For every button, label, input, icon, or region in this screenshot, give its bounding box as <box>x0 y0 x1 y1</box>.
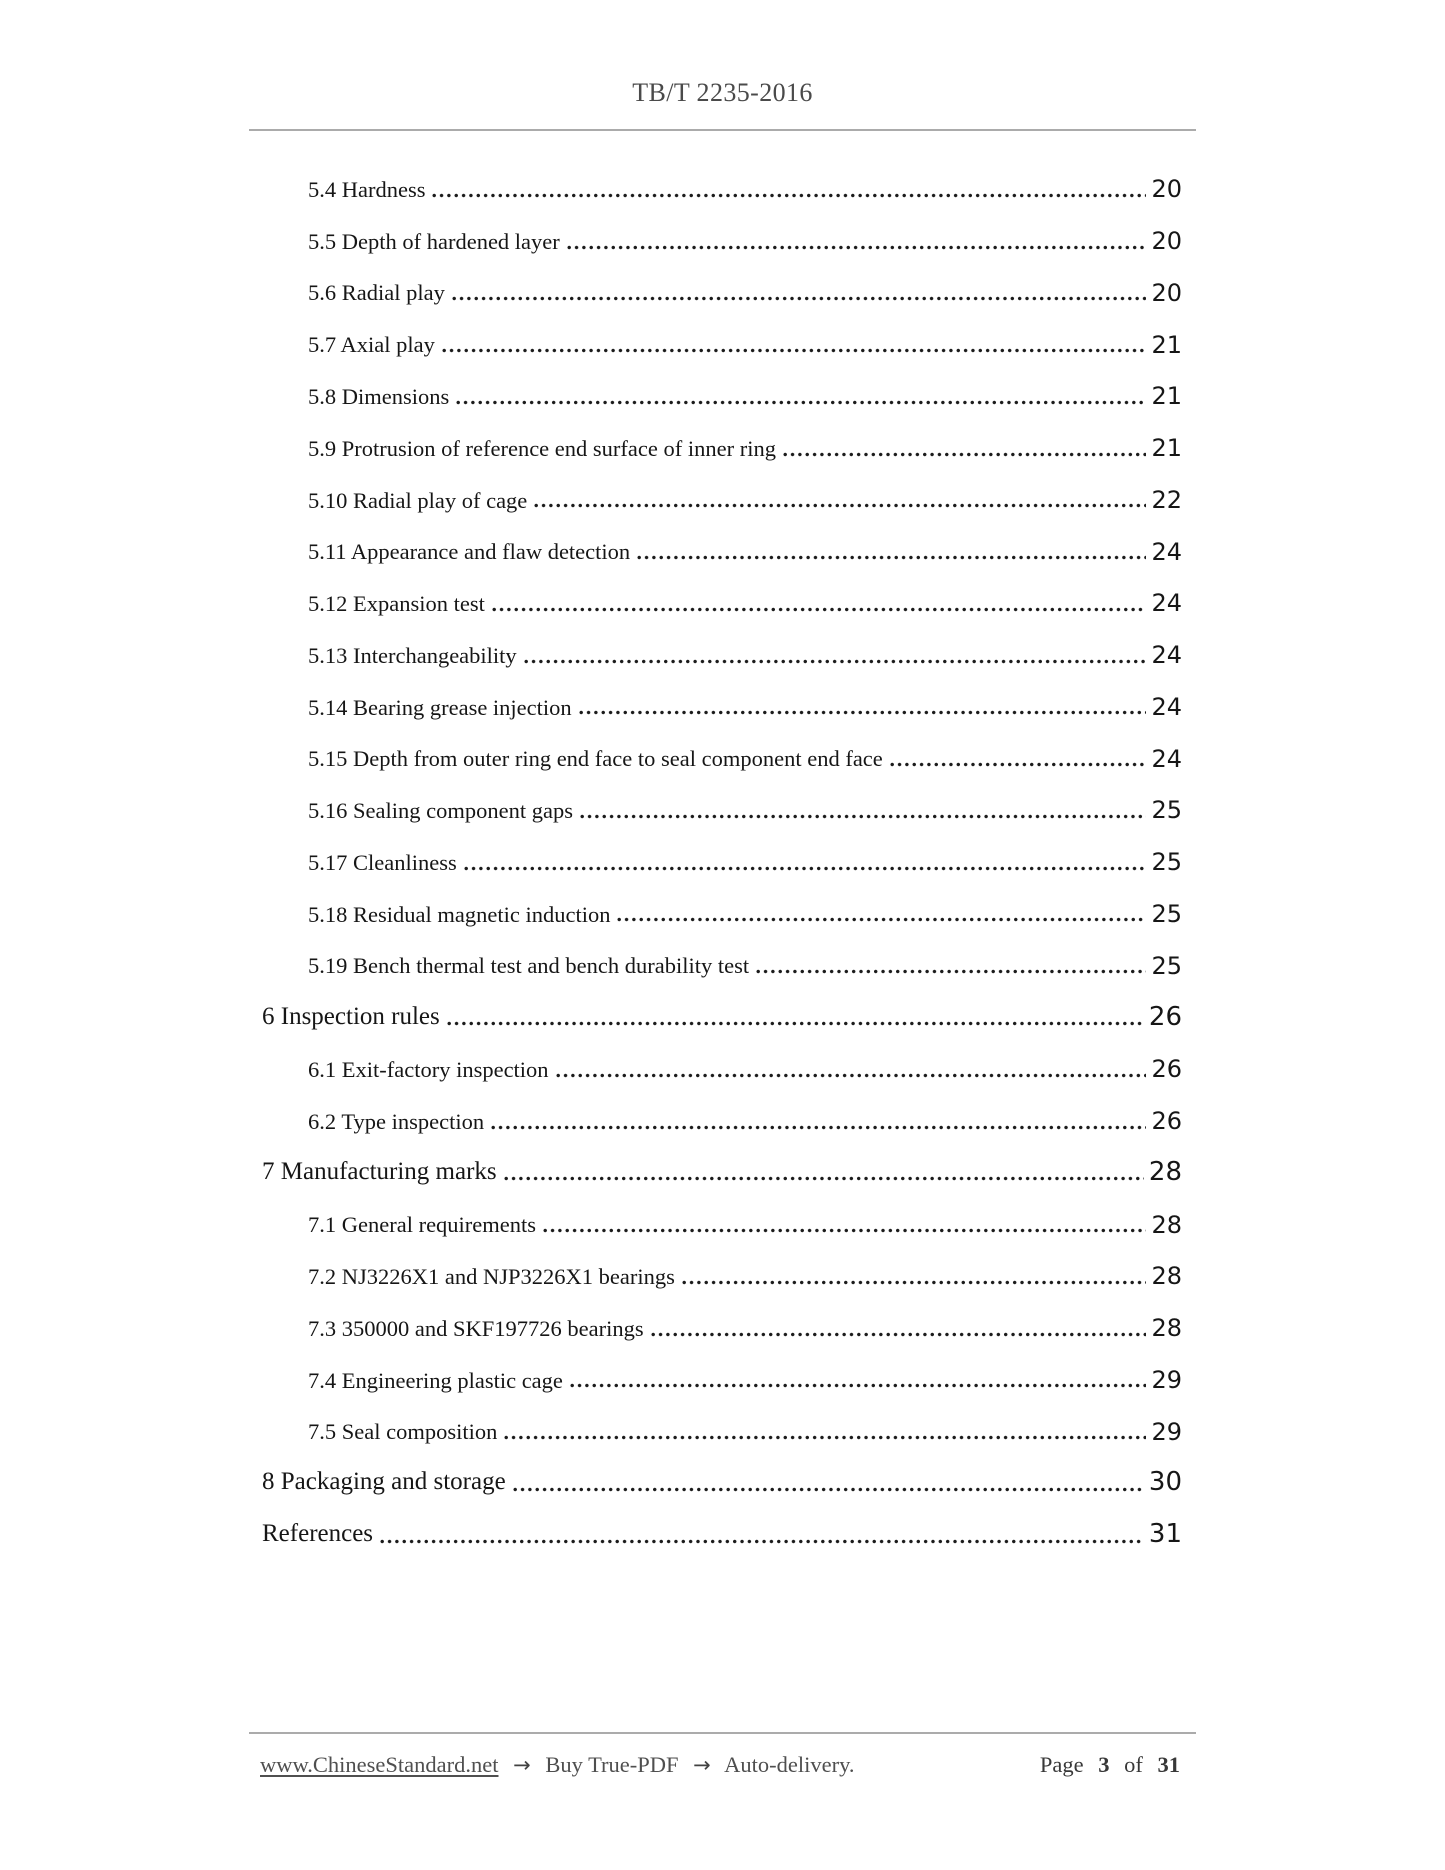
toc-row <box>249 719 1196 771</box>
toc-entry-page: 25 <box>1151 900 1182 929</box>
toc-entry-label: 5.13 Interchangeability <box>308 642 517 668</box>
toc-entry-label: 6 Inspection rules <box>262 1002 440 1030</box>
toc-entry-label: 7.4 Engineering plastic cage <box>308 1367 563 1393</box>
toc-row <box>249 926 1196 978</box>
toc-entry-page: 25 <box>1151 796 1182 825</box>
toc-entry-page: 28 <box>1148 1156 1182 1187</box>
toc-entry-page: 20 <box>1151 278 1182 307</box>
toc-leader-dots <box>890 761 1147 768</box>
toc-entry-label: 5.6 Radial play <box>308 280 445 306</box>
toc-entry-label: 5.7 Axial play <box>308 332 435 358</box>
toc-entry-page: 26 <box>1151 1107 1182 1136</box>
toc-entry-label: 5.14 Bearing grease injection <box>308 694 572 720</box>
toc-leader-dots <box>580 813 1146 820</box>
toc-entry-page: 24 <box>1151 589 1182 618</box>
toc-leader-dots <box>492 606 1147 613</box>
toc-leader-dots <box>456 399 1146 406</box>
toc-leader-dots <box>579 709 1147 716</box>
toc-leader-dots <box>442 347 1147 354</box>
toc-leader-dots <box>504 1434 1146 1441</box>
toc-entry-label: 5.8 Dimensions <box>308 383 450 409</box>
toc-leader-dots <box>513 1486 1144 1493</box>
toc-entry-label: 7.3 350000 and SKF197726 bearings <box>308 1315 644 1341</box>
footer-left <box>260 1750 1040 1780</box>
toc-leader-dots <box>452 295 1147 302</box>
toc-entry-page: 21 <box>1151 434 1182 463</box>
toc-entry-label: 6.1 Exit-factory inspection <box>308 1056 549 1082</box>
toc-leader-dots <box>447 1020 1144 1027</box>
toc-entry-page: 20 <box>1151 175 1182 204</box>
of-word: of <box>1124 1752 1143 1777</box>
toc-entry-page: 30 <box>1148 1467 1182 1498</box>
toc-row <box>249 978 1196 1030</box>
toc-entry-label: 5.4 Hardness <box>308 176 426 202</box>
toc-row <box>249 668 1196 720</box>
toc-leader-dots <box>534 502 1146 509</box>
toc-leader-dots <box>783 451 1147 458</box>
toc-entry-label: 8 Packaging and storage <box>262 1468 506 1496</box>
toc-leader-dots <box>756 968 1146 975</box>
footer-delivery-text: Auto-delivery. <box>724 1752 855 1777</box>
toc-entry-page: 28 <box>1151 1210 1182 1239</box>
toc-leader-dots <box>682 1279 1147 1286</box>
toc-entry-page: 26 <box>1151 1055 1182 1084</box>
toc-entry-page: 24 <box>1151 537 1182 566</box>
toc-entry-label: 7 Manufacturing marks <box>262 1157 497 1185</box>
toc-entry-label: 5.16 Sealing component gaps <box>308 798 573 824</box>
toc-leader-dots <box>524 658 1147 665</box>
toc-row <box>249 1444 1196 1496</box>
toc-entry-page: 26 <box>1148 1001 1182 1032</box>
toc-entry-page: 21 <box>1151 330 1182 359</box>
toc-entry-page: 31 <box>1148 1519 1182 1550</box>
toc-leader-dots <box>543 1227 1146 1234</box>
footer-divider <box>249 1732 1196 1734</box>
arrow-right-icon: → <box>513 1753 531 1777</box>
toc-row <box>249 1496 1196 1548</box>
toc-entry-page: 24 <box>1151 641 1182 670</box>
toc-row <box>249 771 1196 823</box>
toc-row <box>249 1134 1196 1186</box>
page-indicator <box>1040 1750 1180 1780</box>
toc-leader-dots <box>504 1175 1144 1182</box>
toc-entry-label: 6.2 Type inspection <box>308 1108 485 1134</box>
toc-row <box>249 616 1196 668</box>
toc-entry-page: 22 <box>1151 485 1182 514</box>
table-of-contents <box>249 150 1196 1548</box>
toc-row <box>249 823 1196 875</box>
toc-leader-dots <box>651 1331 1147 1338</box>
toc-row <box>249 1392 1196 1444</box>
toc-row <box>249 1237 1196 1289</box>
toc-row <box>249 461 1196 513</box>
toc-row <box>249 202 1196 254</box>
toc-leader-dots <box>464 865 1147 872</box>
toc-leader-dots <box>567 244 1147 251</box>
toc-entry-page: 25 <box>1151 848 1182 877</box>
toc-entry-label: 5.9 Protrusion of reference end surface of inner ring <box>308 435 776 461</box>
toc-entry-page: 28 <box>1151 1262 1182 1291</box>
page-title: TB/T 2235-2016 <box>632 78 813 107</box>
footer-buy-text: Buy True-PDF <box>545 1752 679 1777</box>
toc-row <box>249 1185 1196 1237</box>
toc-row <box>249 357 1196 409</box>
toc-entry-label: 5.10 Radial play of cage <box>308 487 528 513</box>
toc-entry-label: 5.15 Depth from outer ring end face to seal component end face <box>308 746 883 772</box>
toc-entry-page: 20 <box>1151 227 1182 256</box>
toc-entry-label: 5.19 Bench thermal test and bench durability test <box>308 953 750 979</box>
toc-leader-dots <box>380 1538 1144 1545</box>
toc-entry-page: 28 <box>1151 1314 1182 1343</box>
toc-entry-page: 24 <box>1151 744 1182 773</box>
toc-leader-dots <box>432 192 1146 199</box>
website-link[interactable]: www.ChineseStandard.net <box>260 1752 499 1777</box>
toc-row <box>249 875 1196 927</box>
toc-row <box>249 1082 1196 1134</box>
toc-entry-page: 29 <box>1151 1365 1182 1394</box>
toc-row <box>249 564 1196 616</box>
toc-entry-label: References <box>262 1520 374 1548</box>
header-divider <box>249 129 1196 131</box>
footer <box>249 1750 1196 1780</box>
toc-row <box>249 1341 1196 1393</box>
page-word: Page <box>1039 1752 1084 1777</box>
page-total: 31 <box>1157 1752 1180 1777</box>
toc-leader-dots <box>556 1072 1147 1079</box>
toc-entry-label: 5.12 Expansion test <box>308 591 485 617</box>
toc-row <box>249 305 1196 357</box>
toc-row <box>249 1289 1196 1341</box>
arrow-right-icon: → <box>693 1753 711 1777</box>
page-current: 3 <box>1098 1752 1110 1777</box>
toc-entry-page: 24 <box>1151 692 1182 721</box>
toc-entry-label: 5.18 Residual magnetic induction <box>308 901 611 927</box>
toc-leader-dots <box>570 1382 1147 1389</box>
toc-entry-page: 29 <box>1151 1417 1182 1446</box>
toc-row <box>249 512 1196 564</box>
toc-entry-label: 5.17 Cleanliness <box>308 849 457 875</box>
toc-entry-label: 7.2 NJ3226X1 and NJP3226X1 bearings <box>308 1264 675 1289</box>
toc-row <box>249 150 1196 202</box>
toc-leader-dots <box>491 1124 1146 1131</box>
toc-entry-label: 5.5 Depth of hardened layer <box>308 228 560 254</box>
toc-row <box>249 409 1196 461</box>
toc-leader-dots <box>617 916 1146 923</box>
toc-entry-page: 25 <box>1151 951 1182 980</box>
toc-row <box>249 254 1196 306</box>
toc-row <box>249 1030 1196 1082</box>
toc-entry-page: 21 <box>1151 382 1182 411</box>
toc-leader-dots <box>637 554 1146 561</box>
toc-entry-label: 7.5 Seal composition <box>308 1419 498 1445</box>
toc-entry-label: 5.11 Appearance and flaw detection <box>308 539 631 565</box>
toc-entry-label: 7.1 General requirements <box>308 1212 537 1238</box>
